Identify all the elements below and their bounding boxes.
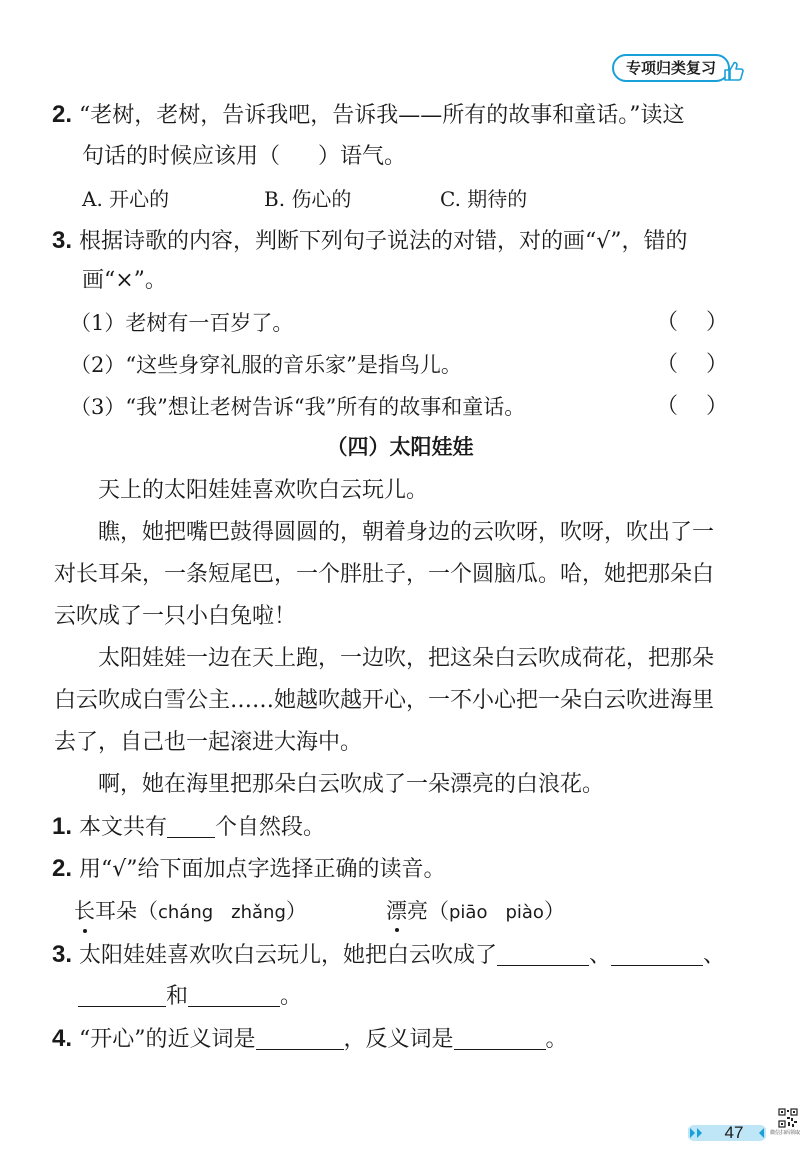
judge-item-2: （2）“这些身穿礼服的音乐家”是指鸟儿。 bbox=[70, 353, 462, 377]
question-text: 个自然段。 bbox=[215, 815, 326, 840]
answer-paren-right: ） bbox=[706, 352, 729, 377]
question-3-line-1 bbox=[52, 226, 688, 257]
answer-paren-left: （ bbox=[656, 310, 679, 335]
page-number: 47 bbox=[724, 1123, 744, 1142]
qr-caption: 微信扫码领取 bbox=[770, 1130, 800, 1136]
separator: 、 bbox=[703, 943, 726, 968]
question-3-line-2: 画“×”。 bbox=[82, 268, 167, 293]
answer-paren-right: ） bbox=[706, 310, 729, 335]
pinyin-options[interactable]: cháng zhǎng bbox=[158, 902, 286, 923]
pinyin-options[interactable]: piāo piào bbox=[449, 902, 544, 923]
thumbs-up-icon bbox=[722, 60, 744, 82]
passage-title: （四）太阳娃娃 bbox=[326, 435, 474, 459]
passage-line: 云吹成了一只小白兔啦！ bbox=[54, 604, 297, 629]
word-text: ） bbox=[543, 899, 565, 923]
question-text: 和 bbox=[166, 984, 189, 1009]
passage-line: 去了，自己也一起滚进大海中。 bbox=[54, 730, 363, 755]
answer-blank[interactable] bbox=[497, 943, 589, 966]
answer-blank[interactable] bbox=[78, 984, 166, 1007]
question-number: 2. bbox=[52, 855, 73, 882]
question-text: 。 bbox=[545, 1027, 568, 1052]
answer-blank[interactable] bbox=[256, 1027, 344, 1050]
separator: 、 bbox=[589, 943, 612, 968]
answer-blank[interactable] bbox=[188, 984, 280, 1007]
passage-question-3-line-1 bbox=[52, 940, 725, 971]
passage-question-4 bbox=[52, 1024, 568, 1055]
question-text: ，反义词是 bbox=[343, 1027, 454, 1052]
passage-question-3-line-2 bbox=[78, 982, 302, 1012]
passage-question-2 bbox=[52, 854, 446, 885]
option-c: C. 期待的 bbox=[440, 187, 528, 211]
passage-line: 太阳娃娃一边在天上跑，一边吹，把这朵白云吹成荷花，把那朵 bbox=[98, 646, 715, 671]
dotted-character: 漂 bbox=[386, 896, 407, 926]
passage-line: 天上的太阳娃娃喜欢吹白云玩儿。 bbox=[98, 478, 429, 503]
answer-paren-left: （ bbox=[656, 394, 679, 419]
qr-code-icon bbox=[778, 1108, 798, 1128]
question-number: 3. bbox=[52, 227, 73, 254]
emphasis-dot bbox=[83, 929, 87, 933]
pinyin-choice-2 bbox=[386, 896, 565, 928]
question-text: 。 bbox=[280, 984, 303, 1009]
question-text: ）语气。 bbox=[318, 144, 407, 169]
question-text: 本文共有 bbox=[79, 815, 168, 840]
pinyin-choice-1 bbox=[74, 896, 307, 928]
answer-blank[interactable] bbox=[167, 815, 215, 838]
judge-item-1: （1）老树有一百岁了。 bbox=[70, 311, 294, 335]
question-text: 句话的时候应该用（ bbox=[82, 144, 281, 169]
question-number: 4. bbox=[52, 1025, 73, 1052]
question-2-line-2 bbox=[82, 142, 406, 172]
option-a: A. 开心的 bbox=[82, 187, 170, 211]
word-text: ） bbox=[285, 899, 307, 923]
answer-blank[interactable] bbox=[611, 943, 703, 966]
answer-paren-left: （ bbox=[656, 352, 679, 377]
answer-paren-right: ） bbox=[706, 394, 729, 419]
answer-blank[interactable] bbox=[454, 1027, 546, 1050]
question-text: 太阳娃娃喜欢吹白云玩儿，她把白云吹成了 bbox=[79, 943, 498, 968]
question-text: 根据诗歌的内容，判断下列句子说法的对错，对的画“√”，错的 bbox=[79, 229, 688, 254]
word-text: 长耳朵（ bbox=[74, 899, 158, 923]
question-number: 2. bbox=[52, 101, 73, 128]
word-text: 亮（ bbox=[407, 899, 449, 923]
question-text: 用“√”给下面加点字选择正确的读音。 bbox=[79, 857, 446, 882]
judge-item-3: （3）“我”想让老树告诉“我”所有的故事和童话。 bbox=[70, 395, 526, 419]
question-text: “老树，老树，告诉我吧，告诉我——所有的故事和童话。”读这 bbox=[79, 103, 685, 128]
question-number: 3. bbox=[52, 941, 73, 968]
passage-line: 对长耳朵，一条短尾巴，一个胖肚子，一个圆脑瓜。哈，她把那朵白 bbox=[54, 562, 715, 587]
question-number: 1. bbox=[52, 813, 73, 840]
passage-question-1 bbox=[52, 812, 325, 843]
question-2-line-1 bbox=[52, 100, 685, 131]
passage-line: 瞧，她把嘴巴鼓得圆圆的，朝着身边的云吹呀，吹呀，吹出了一 bbox=[98, 520, 715, 545]
section-badge: 专项归类复习 bbox=[612, 54, 730, 82]
passage-line: 白云吹成白雪公主……她越吹越开心，一不小心把一朵白云吹进海里 bbox=[54, 688, 715, 713]
option-b: B. 伤心的 bbox=[264, 187, 352, 211]
passage-line: 啊，她在海里把那朵白云吹成了一朵漂亮的白浪花。 bbox=[98, 772, 605, 797]
question-text: “开心”的近义词是 bbox=[79, 1027, 256, 1052]
